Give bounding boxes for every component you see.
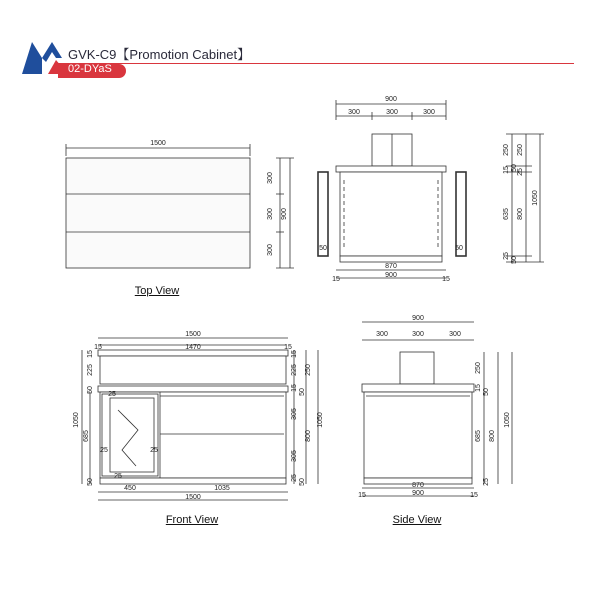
front-dim-r800: 800 (305, 430, 312, 442)
top-dim-row1: 300 (267, 172, 274, 184)
front-dim-bottom-1500: 1500 (185, 494, 201, 501)
elev-dim-h-50a: 50 (511, 164, 518, 172)
document-code: 02-DYaS (68, 63, 112, 75)
side-view (362, 322, 512, 496)
side-dim-seg3: 300 (449, 331, 461, 338)
elev-dim-seg1: 300 (348, 109, 360, 116)
elev-dim-bottom: 900 (385, 272, 397, 279)
front-dim-bottom-1035: 1035 (214, 485, 230, 492)
elev-dim-h-25a: 25 (517, 168, 524, 176)
elev-dim-edge-left: 15 (332, 276, 340, 283)
front-dim-r250: 250 (305, 364, 312, 376)
elev-dim-width: 900 (385, 96, 397, 103)
front-dim-r305a: 305 (291, 408, 298, 420)
elev-dim-h-635: 635 (503, 208, 510, 220)
front-dim-edge-left: 15 (94, 344, 102, 351)
front-dim-h-50: 50 (87, 386, 94, 394)
top-dim-depth: 900 (281, 208, 288, 220)
front-dim-inner: 1470 (185, 344, 201, 351)
front-dim-r15b: 15 (291, 384, 298, 392)
side-dim-h-50: 50 (483, 388, 490, 396)
front-dim-h-225: 225 (87, 364, 94, 376)
front-body (100, 392, 286, 478)
side-dim-edge-right: 15 (470, 492, 478, 499)
side-body (364, 392, 472, 478)
front-dim-h-total: 1050 (73, 412, 80, 428)
caption-side-view: Side View (392, 514, 442, 526)
top-view-outline (66, 158, 250, 268)
elev-dim-h-15a: 15 (503, 166, 510, 174)
elevation-view (318, 100, 544, 278)
front-upper-frame (100, 356, 286, 384)
elev-dim-h-50b: 50 (511, 256, 518, 264)
front-plinth (100, 478, 286, 484)
front-dim-h-685: 685 (83, 430, 90, 442)
side-dim-h-25: 25 (483, 478, 490, 486)
side-dim-h-total: 1050 (504, 412, 511, 428)
front-dim-r305b: 305 (291, 450, 298, 462)
side-dim-h-body: 800 (489, 430, 496, 442)
elev-dim-h-top2: 250 (517, 144, 524, 156)
side-dim-seg2: 300 (412, 331, 424, 338)
elev-worktop (336, 166, 446, 172)
elev-dim-h-25b: 25 (503, 252, 510, 260)
front-dim-h-25a: 25 (108, 391, 116, 398)
front-dim-h-50b: 50 (87, 478, 94, 486)
front-dim-mid-25: 25 (114, 473, 122, 480)
front-dim-r15a: 15 (291, 350, 298, 358)
elev-dim-edge-right: 15 (442, 276, 450, 283)
front-dim-bottom-450: 450 (124, 485, 136, 492)
front-dim-edge-right: 15 (284, 344, 292, 351)
front-worktop (98, 386, 288, 392)
top-dim-width: 1500 (150, 140, 166, 147)
elev-body (340, 172, 442, 256)
caption-top-view: Top View (134, 285, 180, 297)
side-dim-h-250: 250 (475, 362, 482, 374)
elev-dim-h-total: 1050 (532, 190, 539, 206)
side-worktop (362, 384, 474, 392)
elev-side-left (318, 172, 328, 256)
side-dim-edge-left: 15 (358, 492, 366, 499)
elev-dim-seg2: 300 (386, 109, 398, 116)
side-dim-h-685: 685 (475, 430, 482, 442)
elev-dim-side-right: 50 (455, 245, 463, 252)
side-dim-seg1: 300 (376, 331, 388, 338)
document-title: GVK-C9【Promotion Cabinet】 (68, 47, 251, 62)
front-dim-h-25c: 25 (150, 447, 158, 454)
front-dim-r25: 25 (291, 474, 298, 482)
top-view (66, 144, 294, 268)
side-dim-inner: 870 (412, 482, 424, 489)
side-dim-h-15: 15 (475, 384, 482, 392)
elev-dim-inner: 870 (385, 263, 397, 270)
front-dim-r50: 50 (299, 388, 306, 396)
front-dim-h-top15: 15 (87, 350, 94, 358)
side-dim-bottom: 900 (412, 490, 424, 497)
top-dim-row2: 300 (267, 208, 274, 220)
side-hood (400, 352, 434, 384)
elev-plinth (340, 256, 442, 262)
front-dim-r225: 225 (291, 364, 298, 376)
elev-dim-seg3: 300 (423, 109, 435, 116)
elev-side-right (456, 172, 466, 256)
caption-front-view: Front View (165, 514, 219, 526)
front-dim-h-25b: 25 (100, 447, 108, 454)
elev-dim-h-body: 800 (517, 208, 524, 220)
front-dim-r1050: 1050 (317, 412, 324, 428)
front-dim-width: 1500 (185, 331, 201, 338)
elev-dim-h-top: 250 (503, 144, 510, 156)
elev-dim-side-left: 50 (319, 245, 327, 252)
side-dim-width: 900 (412, 315, 424, 322)
top-dim-row3: 300 (267, 244, 274, 256)
front-dim-r50b: 50 (299, 478, 306, 486)
